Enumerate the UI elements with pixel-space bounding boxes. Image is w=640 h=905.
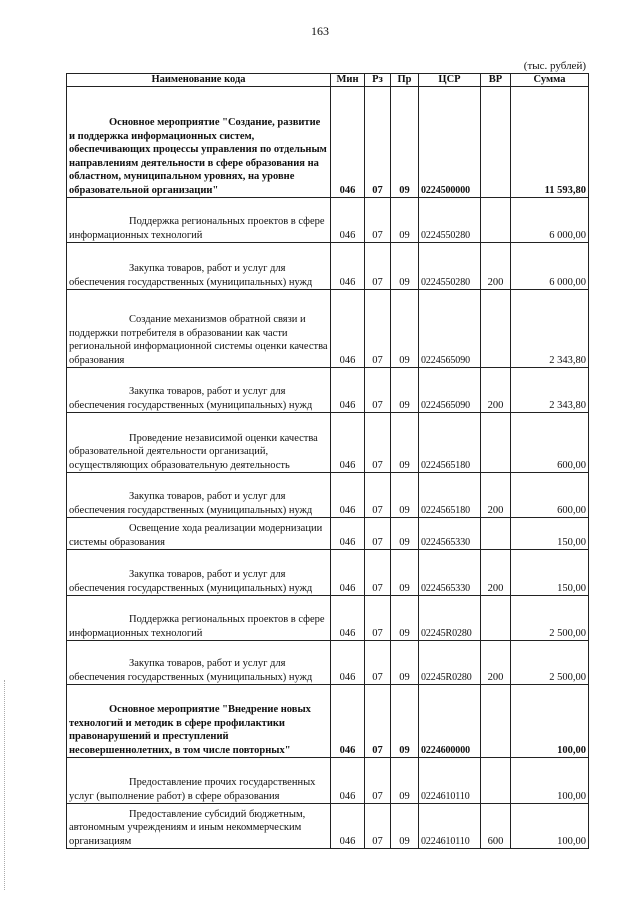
- row-pr: 09: [391, 198, 419, 243]
- row-name: Закупка товаров, работ и услуг для обеспечения государственных (муниципальных) нужд: [67, 473, 331, 518]
- row-min: 046: [331, 550, 365, 596]
- header-vr: ВР: [481, 74, 511, 87]
- row-pr: 09: [391, 473, 419, 518]
- table-row: [67, 413, 589, 473]
- row-rz: 07: [365, 804, 391, 849]
- row-csr: 0224550280: [419, 198, 481, 243]
- row-csr: 0224610110: [419, 804, 481, 849]
- row-csr: 02245R0280: [419, 596, 481, 641]
- row-sum: 150,00: [511, 550, 589, 596]
- row-pr: 09: [391, 243, 419, 290]
- table-row: [67, 685, 589, 758]
- row-csr: 0224600000: [419, 685, 481, 758]
- row-rz: 07: [365, 518, 391, 550]
- row-vr: [481, 758, 511, 804]
- header-csr: ЦСР: [419, 74, 481, 87]
- header-rz: Рз: [365, 74, 391, 87]
- row-vr: 200: [481, 368, 511, 413]
- row-vr: 200: [481, 641, 511, 685]
- row-sum: 600,00: [511, 413, 589, 473]
- row-name: Предоставление субсидий бюджетным, автономным учреждениям и иным некоммерческим организациям: [67, 804, 331, 849]
- row-name: Поддержка региональных проектов в сфере информационных технологий: [67, 198, 331, 243]
- row-sum: 100,00: [511, 758, 589, 804]
- row-min: 046: [331, 518, 365, 550]
- row-sum: 2 500,00: [511, 641, 589, 685]
- row-vr: 200: [481, 473, 511, 518]
- row-rz: 07: [365, 198, 391, 243]
- row-vr: [481, 413, 511, 473]
- row-csr: 0224550280: [419, 243, 481, 290]
- row-pr: 09: [391, 87, 419, 198]
- row-name: Освещение хода реализации модернизации системы образования: [67, 518, 331, 550]
- header-pr: Пр: [391, 74, 419, 87]
- row-csr: 0224565330: [419, 550, 481, 596]
- row-rz: 07: [365, 685, 391, 758]
- row-sum: 2 500,00: [511, 596, 589, 641]
- row-csr: 0224500000: [419, 87, 481, 198]
- row-min: 046: [331, 685, 365, 758]
- table-row: [67, 290, 589, 368]
- row-csr: 0224610110: [419, 758, 481, 804]
- row-vr: 600: [481, 804, 511, 849]
- row-rz: 07: [365, 368, 391, 413]
- row-min: 046: [331, 243, 365, 290]
- row-name: Проведение независимой оценки качества образовательной деятельности организаций, осуществляющих образовательную деятельность: [67, 413, 331, 473]
- row-rz: 07: [365, 413, 391, 473]
- row-vr: [481, 518, 511, 550]
- row-min: 046: [331, 758, 365, 804]
- row-rz: 07: [365, 550, 391, 596]
- row-pr: 09: [391, 290, 419, 368]
- row-min: 046: [331, 473, 365, 518]
- row-vr: [481, 685, 511, 758]
- row-sum: 2 343,80: [511, 368, 589, 413]
- row-name: Закупка товаров, работ и услуг для обеспечения государственных (муниципальных) нужд: [67, 641, 331, 685]
- row-vr: [481, 290, 511, 368]
- row-rz: 07: [365, 290, 391, 368]
- header-min: Мин: [331, 74, 365, 87]
- row-pr: 09: [391, 596, 419, 641]
- row-sum: 150,00: [511, 518, 589, 550]
- row-pr: 09: [391, 518, 419, 550]
- row-name: Закупка товаров, работ и услуг для обеспечения государственных (муниципальных) нужд: [67, 243, 331, 290]
- header-sum: Сумма: [511, 74, 589, 87]
- row-sum: 11 593,80: [511, 87, 589, 198]
- table-row: [67, 596, 589, 641]
- row-sum: 100,00: [511, 685, 589, 758]
- units-label: (тыс. рублей): [523, 60, 586, 72]
- table-row: [67, 198, 589, 243]
- row-sum: 600,00: [511, 473, 589, 518]
- table-row: [67, 641, 589, 685]
- row-min: 046: [331, 87, 365, 198]
- row-pr: 09: [391, 641, 419, 685]
- row-csr: 0224565090: [419, 368, 481, 413]
- page-number: 163: [311, 24, 329, 38]
- margin-mark: [4, 680, 6, 890]
- row-csr: 0224565090: [419, 290, 481, 368]
- row-pr: 09: [391, 685, 419, 758]
- row-name: Закупка товаров, работ и услуг для обеспечения государственных (муниципальных) нужд: [67, 550, 331, 596]
- row-rz: 07: [365, 641, 391, 685]
- table-row: [67, 804, 589, 849]
- row-sum: 100,00: [511, 804, 589, 849]
- header-name: Наименование кода: [67, 74, 331, 87]
- table-row: [67, 368, 589, 413]
- row-name: Закупка товаров, работ и услуг для обеспечения государственных (муниципальных) нужд: [67, 368, 331, 413]
- row-vr: 200: [481, 550, 511, 596]
- table-row: [67, 550, 589, 596]
- row-name: Создание механизмов обратной связи и поддержки потребителя в образовании как части региональной информационной системы оценки качества образования: [67, 290, 331, 368]
- row-name: Основное мероприятие "Создание, развитие и поддержка информационных систем, обеспечивающих процессы управления по отдельным направлениям деятельности в сфере образования на областном, муниципальном уровнях, на уровне образовательной организации": [67, 87, 331, 198]
- row-min: 046: [331, 290, 365, 368]
- row-rz: 07: [365, 87, 391, 198]
- budget-table: [66, 73, 589, 849]
- row-name: Предоставление прочих государственных услуг (выполнение работ) в сфере образования: [67, 758, 331, 804]
- row-csr: 02245R0280: [419, 641, 481, 685]
- table-row: [67, 87, 589, 198]
- row-pr: 09: [391, 413, 419, 473]
- row-min: 046: [331, 596, 365, 641]
- table-header-row: [67, 74, 589, 87]
- row-pr: 09: [391, 758, 419, 804]
- row-sum: 6 000,00: [511, 198, 589, 243]
- row-csr: 0224565330: [419, 518, 481, 550]
- row-vr: [481, 87, 511, 198]
- row-csr: 0224565180: [419, 473, 481, 518]
- row-rz: 07: [365, 473, 391, 518]
- row-vr: 200: [481, 243, 511, 290]
- row-name: Поддержка региональных проектов в сфере информационных технологий: [67, 596, 331, 641]
- row-csr: 0224565180: [419, 413, 481, 473]
- table-row: [67, 243, 589, 290]
- row-min: 046: [331, 413, 365, 473]
- row-min: 046: [331, 641, 365, 685]
- table-row: [67, 758, 589, 804]
- table-row: [67, 518, 589, 550]
- row-rz: 07: [365, 596, 391, 641]
- row-pr: 09: [391, 550, 419, 596]
- row-pr: 09: [391, 368, 419, 413]
- row-min: 046: [331, 198, 365, 243]
- row-rz: 07: [365, 758, 391, 804]
- row-sum: 2 343,80: [511, 290, 589, 368]
- row-rz: 07: [365, 243, 391, 290]
- row-vr: [481, 198, 511, 243]
- row-pr: 09: [391, 804, 419, 849]
- row-min: 046: [331, 368, 365, 413]
- row-sum: 6 000,00: [511, 243, 589, 290]
- row-min: 046: [331, 804, 365, 849]
- table-row: [67, 473, 589, 518]
- row-name: Основное мероприятие "Внедрение новых технологий и методик в сфере профилактики правонарушений и преступлений несовершеннолетних, в том числе повторных": [67, 685, 331, 758]
- row-vr: [481, 596, 511, 641]
